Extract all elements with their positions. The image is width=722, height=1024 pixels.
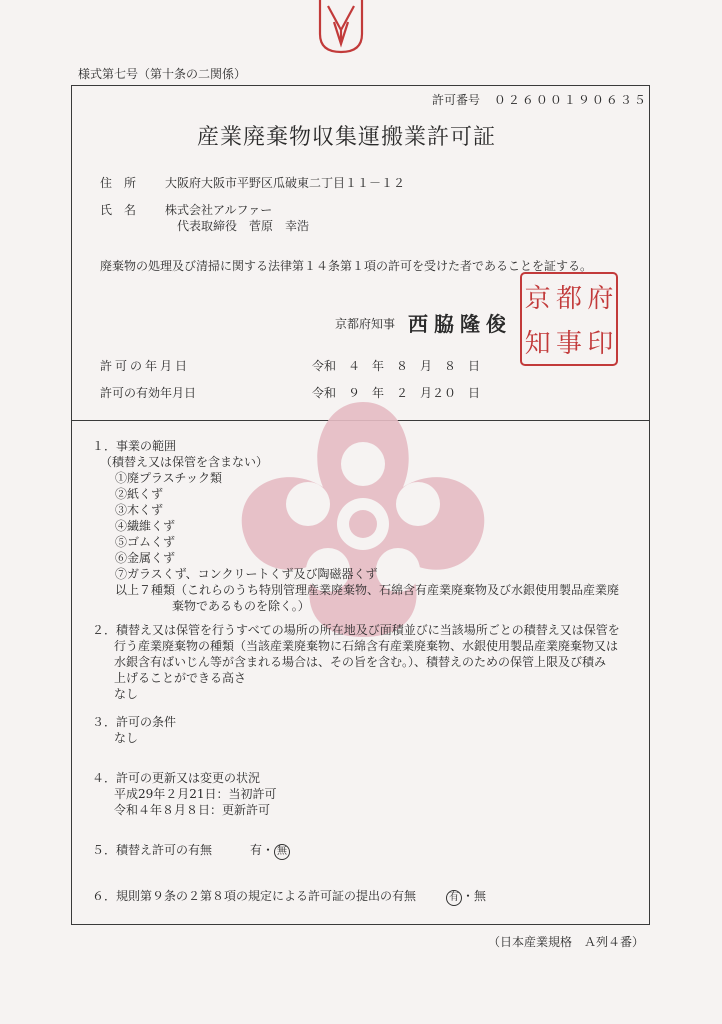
seal-char: 京 (524, 284, 551, 314)
section2-text (92, 622, 620, 702)
waste-type-item: ②紙くず (115, 487, 164, 501)
certification-text: 廃棄物の処理及び清掃に関する法律第１４条第１項の許可を受けた者であることを証する。 (100, 259, 593, 273)
section1-sub: （積替え又は保管を含まない） (100, 455, 269, 469)
section6-options (446, 888, 486, 906)
seal-char: 都 (555, 284, 582, 314)
license-number-label: 許可番号 (432, 93, 481, 107)
permit-date-value: 令和 ４ 年 ８ 月 ８ 日 (312, 359, 481, 373)
license-number-row (432, 92, 648, 108)
company-name: 株式会社アルファー (165, 203, 273, 217)
license-number: ０２６００１９０６３５ (493, 93, 648, 107)
name-label: 氏 名 (100, 203, 137, 217)
section4-line1: 平成29年２月21日：当初許可 (114, 787, 277, 801)
section4-line2: 令和４年８月８日：更新許可 (114, 803, 271, 817)
section5-options (250, 842, 290, 860)
option-no-circled: 無 (274, 844, 290, 860)
permit-date-label: 許可の年月日 (100, 359, 191, 373)
expiry-date-label: 許可の有効年月日 (100, 386, 197, 400)
option-separator: ・ (262, 843, 275, 857)
representative-name: 代表取締役 菅原 幸浩 (177, 219, 310, 233)
form-number: 様式第七号（第十条の二関係） (78, 67, 247, 81)
paper-size-note: （日本産業規格 Ａ列４番） (488, 935, 645, 949)
section6-heading: ６．規則第９条の２第８項の規定による許可証の提出の有無 (92, 889, 417, 903)
certificate-title: 産業廃棄物収集運搬業許可証 (197, 125, 497, 150)
section2-line: 水銀含有ばいじん等が含まれる場合は、その旨を含む。）、積替えのための保管上限及び積み (114, 655, 607, 669)
waste-type-item: ⑥金属くず (115, 551, 176, 565)
waste-type-item: ①廃プラスチック類 (115, 471, 223, 485)
section2-line: ２．積替え又は保管を行うすべての場所の所在地及び面積並びに当該場所ごとの積替え又は保管を (92, 623, 620, 637)
option-no: 無 (474, 889, 487, 903)
expiry-date-value: 令和 ９ 年 ２ 月２０ 日 (312, 386, 481, 400)
address-value: 大阪府大阪市平野区瓜破東二丁目１１－１２ (165, 176, 406, 190)
section2-line: 行う産業廃棄物の種類（当該産業廃棄物に石綿含有産業廃棄物、水銀使用製品産業廃棄物又は (114, 639, 619, 653)
option-separator: ・ (462, 889, 475, 903)
address-label: 住 所 (100, 176, 137, 190)
section5-heading: ５．積替え許可の有無 (92, 843, 213, 857)
seal-char: 印 (587, 329, 614, 359)
section1-summary-line2: 棄物であるものを除く。） (172, 599, 310, 613)
top-seal-stamp (316, 0, 366, 56)
waste-type-item: ⑦ガラスくず、コンクリートくず及び陶磁器くず (115, 567, 378, 581)
waste-type-item: ④繊維くず (115, 519, 176, 533)
governor-title: 京都府知事 (335, 317, 396, 331)
governor-name: 西脇隆俊 (408, 312, 512, 336)
waste-type-item: ③木くず (115, 503, 164, 517)
section4-heading: ４．許可の更新又は変更の状況 (92, 771, 261, 785)
seal-char: 知 (524, 329, 551, 359)
waste-type-item: ⑤ゴムくず (115, 535, 176, 549)
section1-heading: １．事業の範囲 (92, 439, 177, 453)
option-yes: 有 (250, 843, 263, 857)
governor-official-seal (520, 272, 618, 366)
seal-char: 事 (555, 329, 582, 359)
seal-char: 府 (587, 284, 614, 314)
option-yes-circled: 有 (446, 890, 462, 906)
section3-value: なし (114, 731, 139, 745)
section2-value: なし (114, 687, 139, 701)
section2-line: 上げることができる高さ (114, 671, 247, 685)
section3-heading: ３．許可の条件 (92, 715, 177, 729)
waste-type-list (115, 470, 377, 582)
section1-summary-line1: 以上７種類（これらのうち特別管理産業廃棄物、石綿含有産業廃棄物及び水銀使用製品産業廃 (115, 583, 620, 597)
